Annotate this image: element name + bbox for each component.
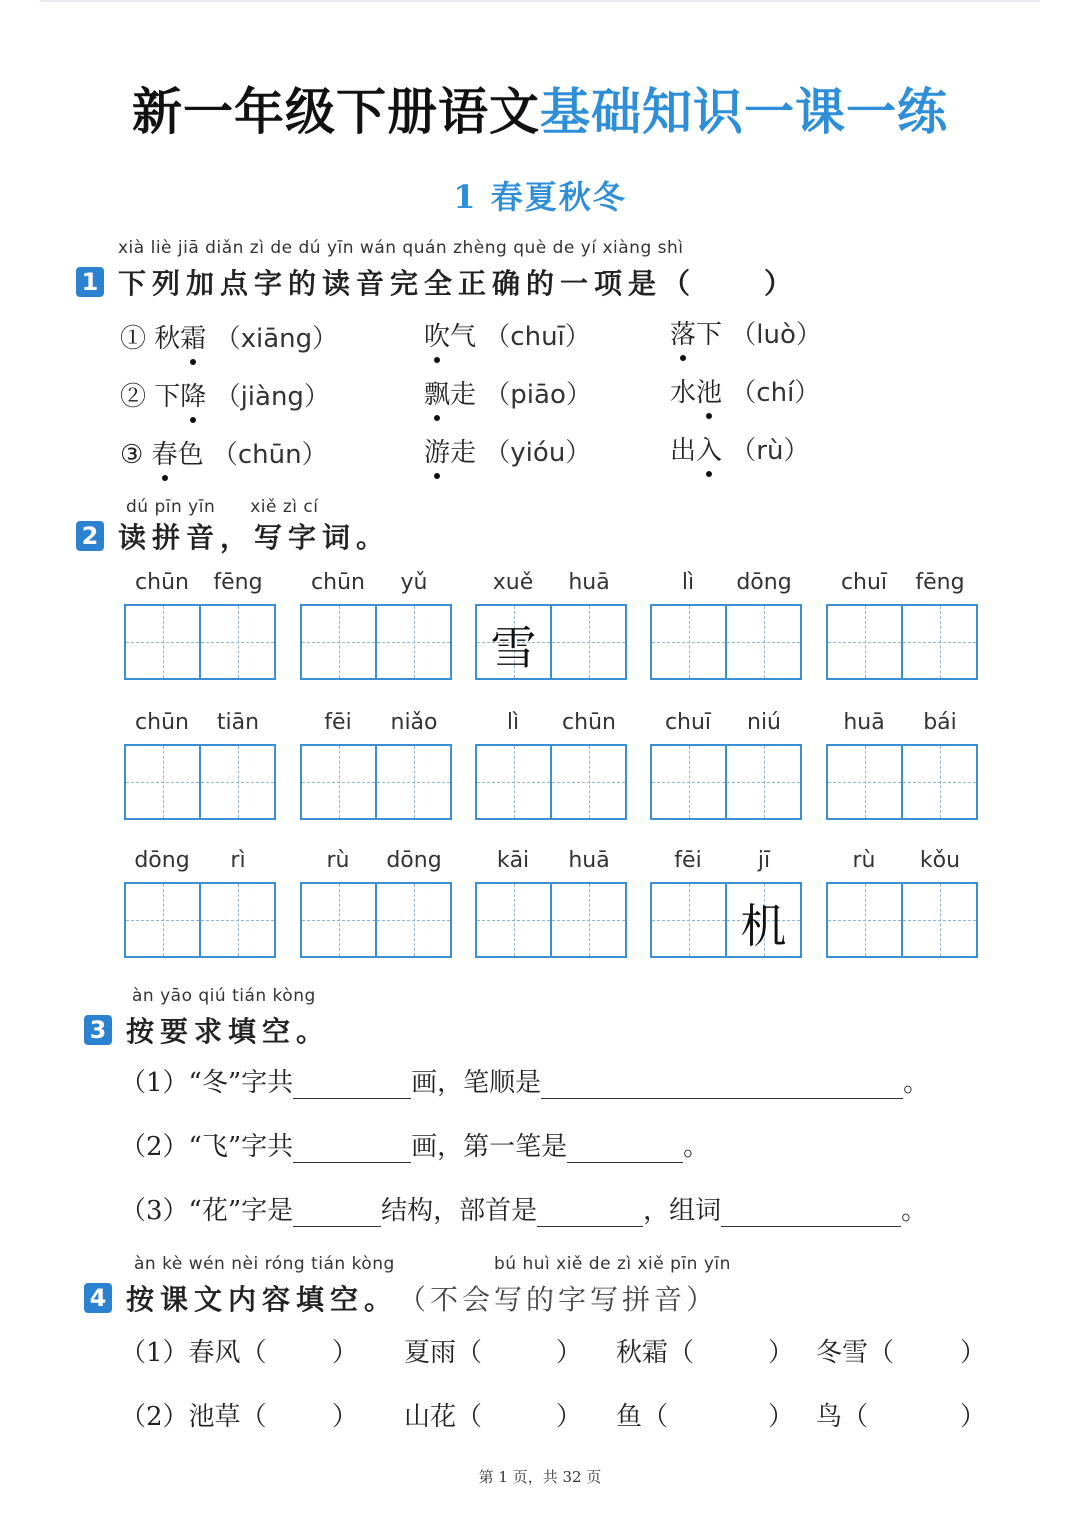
word-pinyin bbox=[124, 570, 276, 604]
dotted-char: 入 bbox=[696, 430, 722, 467]
word-box-set bbox=[826, 570, 978, 680]
writing-cell[interactable] bbox=[828, 884, 903, 956]
syllable: fēi bbox=[674, 848, 702, 873]
option-pinyin: （chí） bbox=[730, 378, 821, 408]
top-rule bbox=[40, 0, 1040, 2]
word-box-set bbox=[300, 710, 452, 820]
q3-line-1 bbox=[120, 1062, 929, 1099]
writing-cell[interactable] bbox=[377, 746, 450, 818]
writing-cell[interactable] bbox=[377, 884, 450, 956]
writing-cell[interactable] bbox=[828, 746, 903, 818]
blank-field[interactable] bbox=[567, 1132, 683, 1163]
q4-paren: ） bbox=[768, 1402, 795, 1432]
word-pinyin bbox=[475, 570, 627, 604]
q1-text: 下列加点字的读音完全正确的一项是（ ） bbox=[118, 267, 799, 300]
syllable: niú bbox=[747, 710, 781, 735]
writing-cell[interactable] bbox=[126, 884, 201, 956]
dotted-char: 吹 bbox=[424, 316, 450, 353]
q4-pinyin-b: bú huì xiě de zì xiě pīn yīn bbox=[494, 1254, 731, 1274]
syllable: xuě bbox=[492, 570, 534, 595]
word-box-set bbox=[300, 570, 452, 680]
tianzige-boxes bbox=[650, 604, 802, 680]
syllable: chūn bbox=[311, 570, 365, 595]
tianzige-boxes bbox=[475, 882, 627, 958]
word-box-set bbox=[650, 710, 802, 820]
writing-cell[interactable] bbox=[477, 746, 552, 818]
q4-item: （1）春风（ bbox=[120, 1338, 267, 1368]
q3-l2-text2: 画，第一笔是 bbox=[411, 1132, 568, 1162]
q3-l3-end: 。 bbox=[901, 1196, 928, 1226]
q3-l1-text2: 画，笔顺是 bbox=[411, 1068, 542, 1098]
q3-l1-end: 。 bbox=[903, 1068, 930, 1098]
q3-text: 按要求填空。 bbox=[126, 1015, 331, 1048]
syllable: dōng bbox=[736, 570, 792, 595]
word-pinyin bbox=[826, 848, 978, 882]
blank-field[interactable] bbox=[293, 1196, 381, 1227]
word-box-set bbox=[475, 848, 627, 958]
option-word: 落下 bbox=[670, 320, 722, 350]
dotted-char: 降 bbox=[180, 376, 206, 413]
blank-field[interactable] bbox=[721, 1196, 901, 1227]
writing-cell[interactable] bbox=[552, 884, 625, 956]
q3-heading bbox=[84, 1010, 330, 1050]
word-box-set bbox=[124, 570, 276, 680]
tianzige-boxes bbox=[475, 744, 627, 820]
word-pinyin bbox=[650, 710, 802, 744]
syllable: huā bbox=[843, 710, 885, 735]
option-pinyin: （piāo） bbox=[484, 380, 592, 410]
tianzige-boxes bbox=[826, 744, 978, 820]
word-box-set bbox=[650, 848, 802, 958]
syllable: kǒu bbox=[919, 848, 961, 873]
q2-text: 读拼音，写字词。 bbox=[118, 521, 391, 554]
word-box-set bbox=[475, 710, 627, 820]
q4-item: 秋霜（ bbox=[616, 1338, 695, 1368]
writing-cell[interactable] bbox=[302, 606, 377, 678]
q4-pinyin-a: àn kè wén nèi róng tián kòng bbox=[134, 1254, 395, 1274]
option-word: 出入 bbox=[670, 436, 722, 466]
tianzige-boxes bbox=[300, 744, 452, 820]
word-box-set bbox=[475, 570, 627, 680]
tianzige-boxes bbox=[650, 744, 802, 820]
option-word: 秋霜 bbox=[154, 324, 206, 354]
writing-cell[interactable] bbox=[903, 884, 976, 956]
word-box-set bbox=[826, 848, 978, 958]
word-box-set bbox=[300, 848, 452, 958]
blank-field[interactable] bbox=[293, 1068, 411, 1099]
option-word: 春色 bbox=[152, 440, 204, 470]
q4-note: （不会写的字写拼音） bbox=[398, 1283, 719, 1316]
q1-option-2b bbox=[424, 374, 592, 411]
q4-item: 鱼（ bbox=[616, 1402, 669, 1432]
q4-heading bbox=[84, 1278, 718, 1318]
q1-option-3c bbox=[670, 430, 809, 467]
writing-cell[interactable] bbox=[126, 606, 201, 678]
syllable: jī bbox=[757, 848, 771, 873]
option-word: 下降 bbox=[154, 382, 206, 412]
writing-cell[interactable] bbox=[828, 606, 903, 678]
q3-l2-text: （2）“飞”字共 bbox=[120, 1132, 294, 1162]
syllable: huā bbox=[568, 570, 610, 595]
title-blue: 基础知识一课一练 bbox=[540, 82, 948, 141]
page-title bbox=[0, 72, 1080, 144]
q1-pinyin: xià liè jiā diǎn zì de dú yīn wán quán zhèng què de yí xiàng shì bbox=[118, 238, 684, 258]
writing-cell[interactable] bbox=[377, 606, 450, 678]
tianzige-boxes bbox=[650, 882, 802, 958]
q3-number: 3 bbox=[84, 1015, 112, 1045]
tianzige-boxes bbox=[475, 604, 627, 680]
word-box-set bbox=[124, 710, 276, 820]
syllable: yǔ bbox=[400, 570, 428, 595]
syllable: chūn bbox=[562, 710, 616, 735]
syllable: chūn bbox=[135, 710, 189, 735]
q4-paren: ） bbox=[960, 1402, 987, 1432]
q4-item: 夏雨（ bbox=[404, 1338, 483, 1368]
q4-paren: ） bbox=[768, 1338, 795, 1368]
option-pinyin: （xiāng） bbox=[214, 324, 339, 354]
page-footer: 第 1 页，共 32 页 bbox=[478, 1468, 602, 1486]
writing-cell[interactable] bbox=[201, 606, 274, 678]
q4-item: 山花（ bbox=[404, 1402, 483, 1432]
q3-l2-end: 。 bbox=[683, 1132, 710, 1162]
syllable: chuī bbox=[840, 570, 888, 595]
q1-option-1[interactable] bbox=[120, 318, 338, 355]
option-word: 吹气 bbox=[424, 322, 476, 352]
dotted-char: 游 bbox=[424, 432, 450, 469]
syllable: fēng bbox=[213, 570, 263, 595]
syllable: dōng bbox=[386, 848, 442, 873]
word-box-set bbox=[650, 570, 802, 680]
syllable: chuī bbox=[664, 710, 712, 735]
option-word: 水池 bbox=[670, 378, 722, 408]
option-pinyin: （chuī） bbox=[484, 322, 591, 352]
tianzige-boxes bbox=[826, 882, 978, 958]
writing-cell[interactable] bbox=[652, 746, 727, 818]
option-pinyin: （yióu） bbox=[484, 438, 592, 468]
tianzige-boxes bbox=[124, 882, 276, 958]
q1-option-3[interactable] bbox=[120, 434, 328, 471]
q2-heading bbox=[76, 516, 390, 556]
q1-option-3b bbox=[424, 432, 591, 469]
writing-cell[interactable] bbox=[552, 606, 625, 678]
q3-l3-text3: ，组词 bbox=[643, 1196, 722, 1226]
q2-pinyin: dú pīn yīn xiě zì cí bbox=[126, 497, 319, 517]
writing-cell[interactable] bbox=[302, 884, 377, 956]
syllable: kāi bbox=[496, 848, 530, 873]
q3-l3-text: （3）“花”字是 bbox=[120, 1196, 294, 1226]
syllable: fēi bbox=[324, 710, 352, 735]
option-marker: ③ bbox=[120, 440, 144, 470]
writing-cell[interactable] bbox=[727, 884, 800, 956]
option-pinyin: （chūn） bbox=[211, 440, 328, 470]
q3-l3-text2: 结构，部首是 bbox=[381, 1196, 538, 1226]
syllable: bái bbox=[923, 710, 957, 735]
tianzige-boxes bbox=[124, 604, 276, 680]
tianzige-boxes bbox=[300, 604, 452, 680]
option-marker: ① bbox=[120, 324, 147, 354]
q4-item: 鸟（ bbox=[816, 1402, 869, 1432]
option-marker: ② bbox=[120, 382, 147, 412]
q1-option-2[interactable] bbox=[120, 376, 330, 413]
dotted-char: 春 bbox=[152, 434, 178, 471]
q4-item: 冬雪（ bbox=[816, 1338, 895, 1368]
q3-l1-text: （1）“冬”字共 bbox=[120, 1068, 294, 1098]
writing-cell[interactable] bbox=[652, 606, 727, 678]
blank-field[interactable] bbox=[293, 1132, 411, 1163]
word-pinyin bbox=[826, 710, 978, 744]
syllable: chūn bbox=[135, 570, 189, 595]
word-pinyin bbox=[650, 848, 802, 882]
syllable: huā bbox=[568, 848, 610, 873]
option-pinyin: （luò） bbox=[730, 320, 822, 350]
writing-cell[interactable] bbox=[727, 746, 800, 818]
q3-pinyin: àn yāo qiú tián kòng bbox=[132, 986, 316, 1006]
option-pinyin: （rù） bbox=[730, 436, 810, 466]
lesson-title: 1 春夏秋冬 bbox=[453, 178, 627, 216]
word-pinyin bbox=[124, 848, 276, 882]
q4-paren: ） bbox=[332, 1338, 359, 1368]
q3-line-2 bbox=[120, 1126, 709, 1163]
tianzige-boxes bbox=[124, 744, 276, 820]
dotted-char: 落 bbox=[670, 314, 696, 351]
writing-cell[interactable] bbox=[477, 884, 552, 956]
q3-line-3 bbox=[120, 1190, 927, 1227]
syllable: rù bbox=[852, 848, 876, 873]
syllable: lì bbox=[506, 710, 520, 735]
word-pinyin bbox=[826, 570, 978, 604]
word-box-set bbox=[124, 848, 276, 958]
word-pinyin bbox=[475, 710, 627, 744]
given-character: 机 bbox=[740, 899, 787, 953]
q1-option-2c bbox=[670, 372, 820, 409]
writing-cell[interactable] bbox=[652, 884, 727, 956]
syllable: rì bbox=[230, 848, 246, 873]
q4-text: 按课文内容填空。 bbox=[126, 1283, 399, 1316]
syllable: niǎo bbox=[390, 710, 438, 735]
word-pinyin bbox=[650, 570, 802, 604]
blank-field[interactable] bbox=[537, 1196, 643, 1227]
q2-number: 2 bbox=[76, 521, 104, 551]
dotted-char: 池 bbox=[696, 372, 722, 409]
tianzige-boxes bbox=[300, 882, 452, 958]
q4-number: 4 bbox=[84, 1283, 112, 1313]
q1-number: 1 bbox=[76, 267, 104, 297]
writing-cell[interactable] bbox=[201, 884, 274, 956]
option-pinyin: （jiàng） bbox=[214, 382, 330, 412]
word-box-set bbox=[826, 710, 978, 820]
syllable: tiān bbox=[216, 710, 260, 735]
q4-paren: ） bbox=[332, 1402, 359, 1432]
syllable: rù bbox=[326, 848, 350, 873]
writing-cell[interactable] bbox=[477, 606, 552, 678]
word-pinyin bbox=[300, 848, 452, 882]
word-pinyin bbox=[300, 710, 452, 744]
q1-option-1c bbox=[670, 314, 822, 351]
q1-heading bbox=[76, 262, 798, 302]
dotted-char: 飘 bbox=[424, 374, 450, 411]
tianzige-boxes bbox=[826, 604, 978, 680]
syllable: fēng bbox=[915, 570, 965, 595]
writing-cell[interactable] bbox=[126, 746, 201, 818]
syllable: dōng bbox=[134, 848, 190, 873]
writing-cell[interactable] bbox=[201, 746, 274, 818]
q4-paren: ） bbox=[556, 1402, 583, 1432]
q4-paren: ） bbox=[556, 1338, 583, 1368]
dotted-char: 霜 bbox=[180, 318, 206, 355]
q4-item: （2）池草（ bbox=[120, 1402, 267, 1432]
writing-cell[interactable] bbox=[552, 746, 625, 818]
word-pinyin bbox=[300, 570, 452, 604]
option-word: 游走 bbox=[424, 438, 476, 468]
word-pinyin bbox=[475, 848, 627, 882]
writing-cell[interactable] bbox=[727, 606, 800, 678]
writing-cell[interactable] bbox=[903, 606, 976, 678]
writing-cell[interactable] bbox=[302, 746, 377, 818]
title-black: 新一年级下册语文 bbox=[132, 82, 540, 141]
word-pinyin bbox=[124, 710, 276, 744]
q1-option-1b bbox=[424, 316, 591, 353]
blank-field[interactable] bbox=[541, 1068, 903, 1099]
given-character: 雪 bbox=[490, 621, 537, 675]
syllable: lì bbox=[681, 570, 695, 595]
q4-paren: ） bbox=[960, 1338, 987, 1368]
option-word: 飘走 bbox=[424, 380, 476, 410]
writing-cell[interactable] bbox=[903, 746, 976, 818]
